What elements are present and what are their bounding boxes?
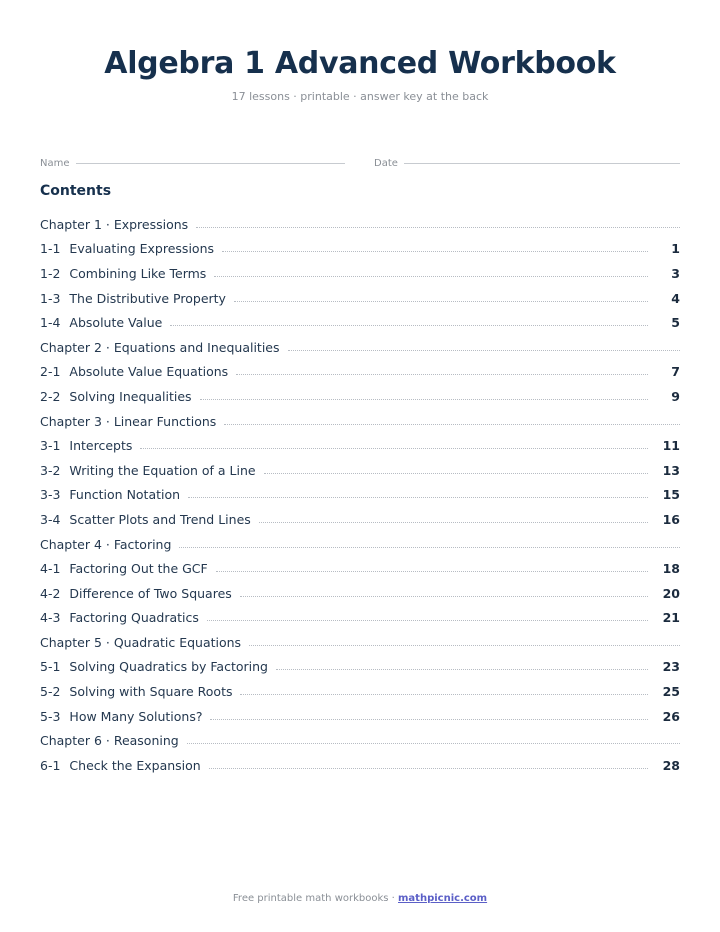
name-line (76, 155, 345, 164)
chapter-title: Chapter 6 · Reasoning (40, 733, 179, 749)
lesson-number: 1-1 (40, 241, 61, 257)
dot-leader (214, 276, 648, 277)
dot-leader (140, 448, 648, 449)
lesson-page-number: 28 (662, 757, 680, 773)
lesson-label (40, 758, 201, 773)
dot-leader (196, 227, 680, 228)
chapter-title: Chapter 3 · Linear Functions (40, 413, 217, 429)
dot-leader (249, 645, 680, 646)
date-label: Date (374, 158, 398, 169)
lesson-label (40, 610, 199, 625)
toc-lesson-row[interactable] (40, 458, 680, 483)
dot-leader (207, 620, 648, 621)
lesson-label (40, 266, 206, 281)
toc-lesson-row[interactable] (40, 606, 680, 631)
lesson-title: Scatter Plots and Trend Lines (69, 511, 251, 527)
date-line (404, 155, 680, 164)
toc-lesson-row[interactable] (40, 483, 680, 508)
toc-lesson-row[interactable] (40, 261, 680, 286)
chapter-title: Chapter 5 · Quadratic Equations (40, 634, 242, 650)
lesson-page-number: 13 (662, 462, 680, 478)
lesson-page-number: 15 (662, 487, 680, 503)
date-field[interactable] (374, 155, 680, 169)
toc-chapter-row (40, 212, 680, 237)
lesson-label (40, 487, 180, 502)
dot-leader (170, 325, 648, 326)
lesson-title: Check the Expansion (69, 757, 201, 773)
lesson-title: Combining Like Terms (69, 265, 207, 281)
toc-lesson-row[interactable] (40, 704, 680, 729)
toc-lesson-row[interactable] (40, 507, 680, 532)
lesson-title: Factoring Out the GCF (69, 561, 208, 577)
toc-chapter-row (40, 335, 680, 360)
lesson-page-number: 4 (671, 290, 680, 306)
toc-lesson-row[interactable] (40, 753, 680, 778)
dot-leader (210, 719, 648, 720)
student-fields (40, 155, 680, 169)
dot-leader (276, 669, 648, 670)
dot-leader (236, 374, 648, 375)
toc-lesson-row[interactable] (40, 679, 680, 704)
lesson-label (40, 512, 251, 527)
lesson-page-number: 25 (662, 684, 680, 700)
toc-lesson-row[interactable] (40, 360, 680, 385)
lesson-number: 5-2 (40, 684, 61, 700)
dot-leader (222, 251, 648, 252)
lesson-label (40, 463, 256, 478)
toc-lesson-row[interactable] (40, 286, 680, 311)
lesson-number: 3-4 (40, 511, 61, 527)
footer-text: Free printable math workbooks · (232, 893, 399, 904)
dot-leader (259, 522, 648, 523)
lesson-page-number: 9 (671, 388, 680, 404)
lesson-number: 6-1 (40, 757, 61, 773)
footer (0, 893, 720, 904)
lesson-label (40, 389, 192, 404)
lesson-number: 4-3 (40, 610, 61, 626)
lesson-number: 1-2 (40, 265, 61, 281)
lesson-title: Absolute Value (69, 315, 163, 331)
dot-leader (187, 743, 680, 744)
lesson-label (40, 291, 226, 306)
lesson-title: Factoring Quadratics (69, 610, 199, 626)
lesson-title: Solving Quadratics by Factoring (69, 659, 268, 675)
lesson-page-number: 11 (662, 438, 680, 454)
lesson-number: 2-2 (40, 388, 61, 404)
chapter-title: Chapter 4 · Factoring (40, 536, 172, 552)
lesson-page-number: 1 (671, 241, 680, 257)
lesson-page-number: 21 (662, 610, 680, 626)
dot-leader (264, 473, 648, 474)
chapter-title: Chapter 2 · Equations and Inequalities (40, 339, 280, 355)
lesson-label (40, 241, 214, 256)
page-subtitle: 17 lessons · printable · answer key at the back (231, 90, 489, 103)
page-title: Algebra 1 Advanced Workbook (104, 46, 616, 81)
chapter-title: Chapter 1 · Expressions (40, 216, 189, 232)
dot-leader (234, 301, 648, 302)
lesson-label (40, 364, 228, 379)
lesson-label (40, 709, 202, 724)
lesson-page-number: 23 (662, 659, 680, 675)
contents-heading: Contents (40, 183, 112, 199)
dot-leader (240, 596, 648, 597)
lesson-title: The Distributive Property (69, 290, 226, 306)
dot-leader (216, 571, 648, 572)
toc-lesson-row[interactable] (40, 384, 680, 409)
lesson-number: 1-4 (40, 315, 61, 331)
toc-lesson-row[interactable] (40, 433, 680, 458)
dot-leader (240, 694, 648, 695)
lesson-label (40, 561, 208, 576)
lesson-number: 3-1 (40, 438, 61, 454)
lesson-label (40, 586, 232, 601)
lesson-title: How Many Solutions? (69, 708, 203, 724)
toc-lesson-row[interactable] (40, 581, 680, 606)
lesson-label (40, 684, 232, 699)
lesson-title: Solving Inequalities (69, 388, 192, 404)
lesson-number: 3-3 (40, 487, 61, 503)
dot-leader (179, 547, 680, 548)
toc-lesson-row[interactable] (40, 655, 680, 680)
lesson-title: Absolute Value Equations (69, 364, 229, 380)
lesson-label (40, 438, 132, 453)
toc-lesson-row[interactable] (40, 310, 680, 335)
lesson-page-number: 5 (671, 315, 680, 331)
name-field[interactable] (40, 155, 345, 169)
lesson-title: Solving with Square Roots (69, 684, 233, 700)
dot-leader (188, 497, 648, 498)
lesson-page-number: 7 (671, 364, 680, 380)
lesson-title: Intercepts (69, 438, 133, 454)
dot-leader (224, 424, 680, 425)
lesson-title: Difference of Two Squares (69, 585, 232, 601)
footer-link[interactable]: mathpicnic.com (398, 893, 488, 904)
toc-chapter-row (40, 532, 680, 557)
dot-leader (288, 350, 681, 351)
lesson-page-number: 26 (662, 708, 680, 724)
lesson-label (40, 315, 162, 330)
lesson-number: 5-1 (40, 659, 61, 675)
lesson-page-number: 3 (671, 265, 680, 281)
name-label: Name (40, 158, 70, 169)
lesson-number: 5-3 (40, 708, 61, 724)
lesson-page-number: 20 (662, 585, 680, 601)
lesson-number: 1-3 (40, 290, 61, 306)
lesson-title: Evaluating Expressions (69, 241, 215, 257)
table-of-contents (40, 212, 680, 778)
lesson-page-number: 16 (662, 511, 680, 527)
lesson-title: Writing the Equation of a Line (69, 462, 256, 478)
dot-leader (209, 768, 648, 769)
lesson-number: 2-1 (40, 364, 61, 380)
lesson-title: Function Notation (69, 487, 181, 503)
lesson-number: 4-1 (40, 561, 61, 577)
toc-lesson-row[interactable] (40, 237, 680, 262)
lesson-label (40, 659, 268, 674)
toc-chapter-row (40, 630, 680, 655)
dot-leader (200, 399, 648, 400)
lesson-number: 3-2 (40, 462, 61, 478)
toc-lesson-row[interactable] (40, 556, 680, 581)
toc-chapter-row (40, 728, 680, 753)
lesson-number: 4-2 (40, 585, 61, 601)
toc-chapter-row (40, 409, 680, 434)
lesson-page-number: 18 (662, 561, 680, 577)
